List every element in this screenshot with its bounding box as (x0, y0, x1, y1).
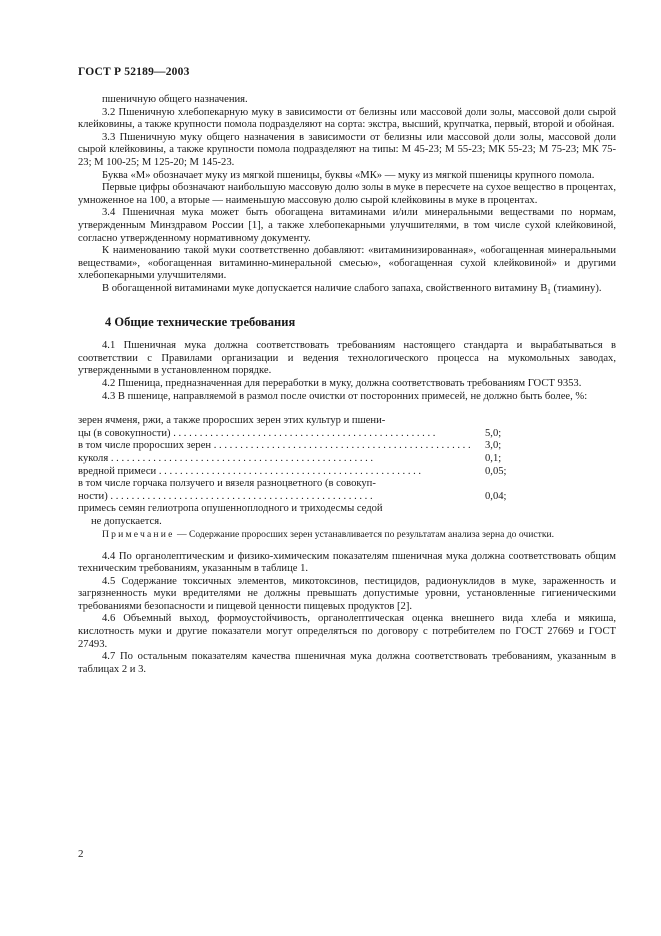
paragraph-4-5: 4.5 Содержание токсичных элементов, микотоксинов, пестицидов, радионуклидов в муке, зараженность и загрязненность муки вредителями не должны превышать допустимые уровни, установленные гигиеническими требованиями безопасности и пищевой ценности пищевых продуктов [2]. (78, 575, 616, 612)
list-item: вредной примеси . . . 0,05; (78, 466, 538, 479)
paragraph: Буква «М» обозначает муку из мягкой пшеницы, буквы «МК» — муку из мягкой пшеницы крупного помола. (102, 169, 595, 181)
paragraph-4-3: 4.3 В пшенице, направляемой в размол после очистки от посторонних примесей, не должно быть более, %: (102, 390, 588, 402)
paragraph-4-6: 4.6 Объемный выход, формоустойчивость, органолептическая оценка внешнего вида хлеба и мякиша, кислотность муки и другие показатели могут определяться по договору с потребителем по ГОСТ 27669 и ГОСТ 27493. (78, 613, 616, 650)
paragraph-4-2: 4.2 Пшеница, предназначенная для переработки в муку, должна соответствовать требованиям ГОСТ 9353. (102, 377, 582, 389)
list-item: в том числе проросших зерен . . . 3,0; (78, 440, 538, 453)
page-number: 2 (78, 848, 84, 860)
paragraph-vitamin: В обогащенной витаминами муке допускается наличие слабого запаха, свойственного витамину $В_1$ (тиамину). (102, 282, 602, 297)
section-title: 4 Общие технические требования (105, 314, 296, 329)
impurity-list (78, 415, 538, 528)
paragraph-4-1: 4.1 Пшеничная мука должна соответствовать требованиям настоящего стандарта и вырабатываться в соответствии с Правилами организации и ведения технологического процесса на мукомольных заводах, утвержденными в установленном порядке. (78, 340, 616, 377)
paragraph: К наименованию такой муки соответственно добавляют: «витаминизированная», «обогащенная минеральными веществами», «обогащенная витаминно-минеральной смесью», «обогащенная сухой клейковиной» и другими хлебопекарными улучшителями. (78, 245, 616, 282)
paragraph-3-4: 3.4 Пшеничная мука может быть обогащена витаминами и/или минеральными веществами по нормам, утвержденным Минздравом России [1], а также хлебопекарными улучшителями, в том числе сухой клейковиной, согласно утвержденному нормативному документу. (78, 207, 616, 244)
list-item: примесь семян гелиотропа опушенноплодного и триходесмы седой не допускается. (78, 503, 383, 527)
paragraph-3-2: 3.2 Пшеничную хлебопекарную муку в зависимости от белизны или массовой доли золы, массовой доли сырой клейковины, а также крупности помола подразделяют на сорта: экстра, высший, крупчатка, первый, второй и обойная. (78, 106, 616, 131)
document-body (78, 94, 616, 676)
paragraph-4-4: 4.4 По органолептическим и физико-химическим показателям пшеничная мука должна соответствовать общим техническим требованиям, указанным в таблице 1. (78, 550, 616, 575)
paragraph-4-7: 4.7 По остальным показателям качества пшеничная мука должна соответствовать требованиям, указанным в таблицах 2 и 3. (78, 651, 616, 675)
list-item: зерен ячменя, ржи, а также проросших зерен этих культур и пшени- цы (в совокупности) . . . 5,0; (78, 415, 538, 440)
paragraph: пшеничную общего назначения. (102, 94, 248, 105)
paragraph: Первые цифры обозначают наибольшую массовую долю золы в муке в пересчете на сухое вещество в процентах, умноженное на 100, а вторые — наименьшую массовую долю сырой клейковины в муке в процентах. (78, 182, 616, 206)
paragraph-3-3: 3.3 Пшеничную муку общего назначения в зависимости от белизны или массовой доли золы, массовой доли сырой клейковины, а также крупности помола подразделяют на типы: М 45-23; М 55-23; МК 55-23; М 75-23; МК 75-23; М 100-25; М 125-20; М 145-23. (78, 131, 616, 168)
list-item: куколя . . . 0,1; (78, 453, 538, 466)
list-item: в том числе горчака ползучего и вязеля разноцветного (в совокуп- ности) . . . 0,04; (78, 478, 538, 503)
note: Примечание — Содержание проросших зерен устанавливается по результатам анализа зерна до очистки. (102, 528, 555, 540)
document-header: ГОСТ Р 52189—2003 (78, 66, 190, 78)
